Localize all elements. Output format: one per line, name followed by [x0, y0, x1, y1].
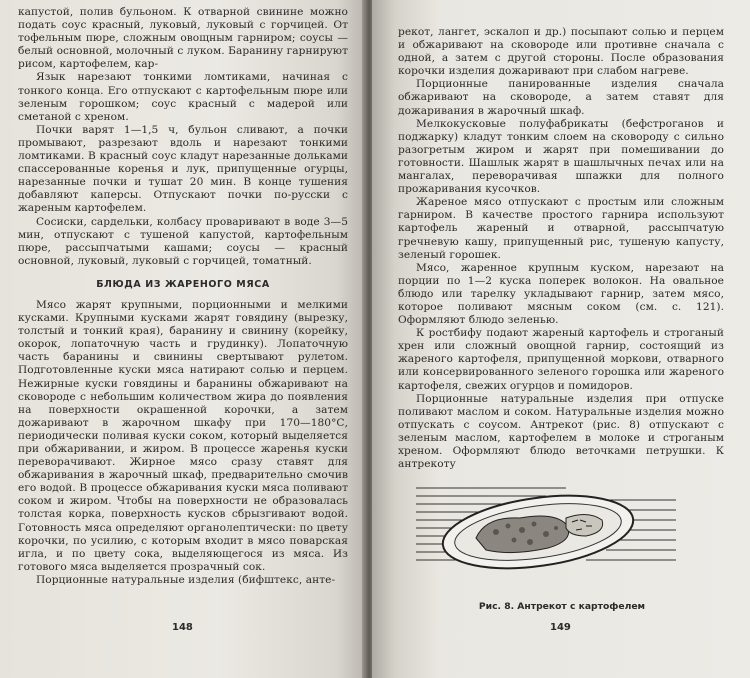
paragraph: Порционные натуральные изделия (бифштекс, анте-	[36, 573, 336, 586]
figure-caption: Рис. 8. Антрекот с картофелем	[478, 601, 646, 612]
page-number: 149	[550, 622, 571, 633]
paragraph: Мясо жарят крупными, порционными и мелкими кусками. Крупными кусками жарят говядину (вырезку, толстый и тонкий края), баранину и свинину (корейку, окорок, лопаточную часть и грудинку). Лопаточную часть баранины и свинины свертывают рулетом. Подготовленные куски мяса натирают солью и перцем. Нежирные куски говядины и баранины обжаривают на сковороде с небольшим количеством жира до появления на поверхности окрашенной корочки, а затем дожаривают в жарочном шкафу при 170—180°С, периодически поливая куски соком, который выделяется при обжаривании, и жиром. В процессе жаренья куски переворачивают. Жирное мясо сразу ставят для обжаривания в жарочный шкаф, предварительно смочив его водой. В процессе обжаривания куски мяса поливают соком и жиром. Чтобы на поверхности не образовалась толстая корка, поверхность кусков сбрызгивают водой. Готовность мяса определяют органолептически: по цвету корочки, по усилию, с которым входит в мясо поварская игла, и по цвету сока, выделяющегося из мяса. Из готового мяса выделяется прозрачный сок.	[18, 298, 348, 573]
paragraph: Мясо, жаренное крупным куском, нарезают на порции по 1—2 куска поперек волокон. На овальное блюдо или тарелку укладывают гарнир, затем мясо, которое поливают мясным соком (см. с. 121). Оформляют блюдо зеленью.	[398, 261, 724, 327]
paragraph: рекот, лангет, эскалоп и др.) посыпают солью и перцем и обжаривают на сковороде или противне сначала с одной, а затем с другой стороны. После образования корочки изделия дожаривают при слабом нагреве.	[398, 26, 724, 78]
paragraph: Порционные панированные изделия сначала обжаривают на сковороде, а затем ставят для дожаривания в жарочный шкаф.	[398, 78, 724, 117]
page-number: 148	[172, 622, 193, 633]
paragraph: К ростбифу подают жареный картофель и строганый хрен или сложный овощной гарнир, состоящий из жареного картофеля, припущенной моркови, отварного или консервированного зеленого горошка или жареного картофеля, свежих огурцов и помидоров.	[398, 327, 724, 392]
paragraph: Язык нарезают тонкими ломтиками, начиная с тонкого конца. Его отпускают с картофельным пюре или зеленым горошком; соус красный с мадерой или сметаной с хреном.	[18, 71, 348, 123]
antrecote-illustration	[416, 480, 676, 590]
right-page-text	[398, 26, 724, 471]
paragraph: Мелкокусковые полуфабрикаты (бефстроганов и поджарку) кладут тонким слоем на сковороду с сильно разогретым жиром и жарят при помешивании до готовности. Шашлык жарят в шашлычных печах или на мангалах, переворачивая шпажки для полного прожаривания кусочков.	[398, 117, 724, 196]
paragraph: Почки варят 1—1,5 ч, бульон сливают, а почки промывают, разрезают вдоль и нарезают тонкими ломтиками. В красный соус кладут нарезанные дольками спассерованные коренья и лук, припущенные огурцы, нарезанные почки и тушат 20 мин. В конце тушения добавляют каперсы. Отпускают почки по-русски с жареным картофелем.	[18, 123, 348, 215]
paragraph: капустой, полив бульоном. К отварной свинине можно подать соус красный, луковый, луковый с горчицей. От тофельным пюре, сложным овощным гарниром; соусы — белый основной, молочный с луком. Баранину гарнируют рисом, картофелем, кар-	[18, 6, 348, 71]
right-page	[372, 0, 750, 678]
section-heading: БЛЮДА ИЗ ЖАРЕНОГО МЯСА	[96, 278, 270, 290]
left-page-text	[18, 6, 348, 587]
left-page	[0, 0, 366, 678]
paragraph: Сосиски, сардельки, колбасу проваривают в воде 3—5 мин, отпускают с тушеной капустой, картофельным пюре, рассыпчатыми кашами; соусы — красный основной, луковый, луковый с горчицей, томатный.	[18, 215, 348, 267]
paragraph: Жареное мясо отпускают с простым или сложным гарниром. В качестве простого гарнира используют картофель жареный и отварной, рассыпчатую гречневую кашу, припущенный рис, тушеную капусту, зеленый горошек.	[398, 196, 724, 261]
paragraph: Порционные натуральные изделия при отпуске поливают маслом и соком. Натуральные изделия можно отпускать с соусом. Антрекот (рис. 8) отпускают с зеленым маслом, картофелем в молоке и строганым хреном. Оформляют блюдо веточками петрушки. К антрекоту	[398, 392, 724, 471]
